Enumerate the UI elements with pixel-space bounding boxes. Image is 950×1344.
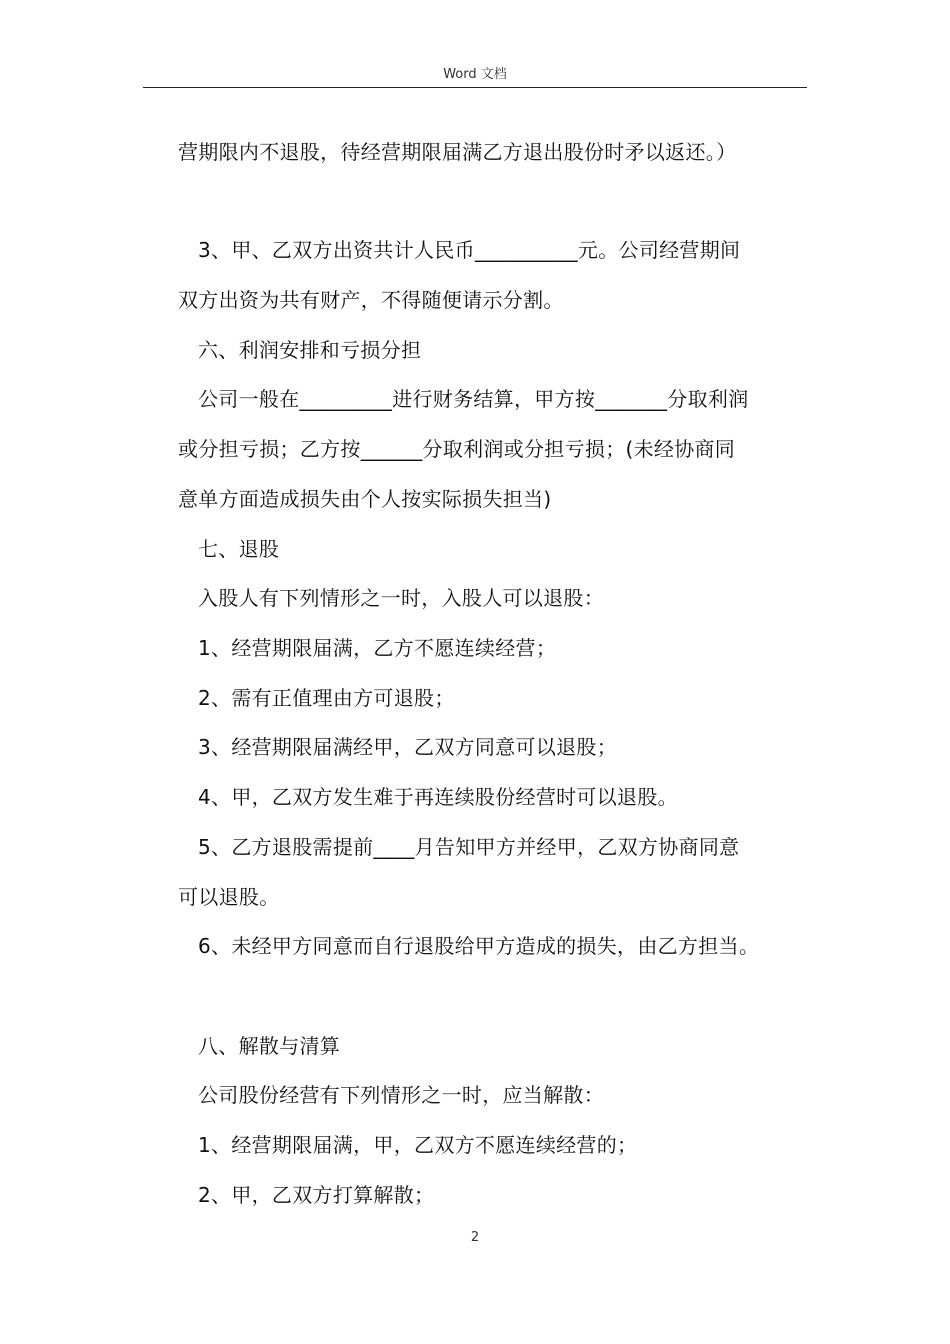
header-divider xyxy=(143,87,807,88)
document-header-title: Word 文档 xyxy=(443,67,507,82)
section-heading: 七、退股 xyxy=(198,537,280,561)
list-item: 5、乙方退股需提前____月告知甲方并经甲，乙双方协商同意 xyxy=(198,835,740,859)
list-item: 3、经营期限届满经甲，乙双方同意可以退股； xyxy=(198,735,618,759)
paragraph-line: 双方出资为共有财产，不得随便请示分割。 xyxy=(178,288,564,312)
paragraph-line: 3、甲、乙双方出资共计人民币__________元。公司经营期间 xyxy=(198,238,741,262)
paragraph-line: 入股人有下列情形之一时，入股人可以退股： xyxy=(198,586,604,610)
list-item: 1、经营期限届满，甲，乙双方不愿连续经营的； xyxy=(198,1133,638,1157)
paragraph-line: 公司一般在_________进行财务结算，甲方按_______分取利润 xyxy=(198,387,749,411)
paragraph-line: 公司股份经营有下列情形之一时，应当解散： xyxy=(198,1083,604,1107)
list-item: 1、经营期限届满，乙方不愿连续经营； xyxy=(198,636,557,660)
page-number: 2 xyxy=(470,1230,480,1245)
paragraph-line: 或分担亏损；乙方按______分取利润或分担亏损；(未经协商同 xyxy=(178,437,736,461)
section-heading: 八、解散与清算 xyxy=(198,1034,341,1058)
paragraph-line: 可以退股。 xyxy=(178,885,280,909)
list-item: 2、甲，乙双方打算解散； xyxy=(198,1183,435,1207)
list-item: 4、甲，乙双方发生难于再连续股份经营时可以退股。 xyxy=(198,785,678,809)
list-item: 6、未经甲方同意而自行退股给甲方造成的损失，由乙方担当。 xyxy=(198,934,760,958)
paragraph-line: 营期限内不退股，待经营期限届满乙方退出股份时矛以返还。） xyxy=(178,140,737,164)
paragraph-line: 意单方面造成损失由个人按实际损失担当) xyxy=(178,487,552,511)
section-heading: 六、利润安排和亏损分担 xyxy=(198,338,422,362)
list-item: 2、需有正值理由方可退股； xyxy=(198,686,455,710)
